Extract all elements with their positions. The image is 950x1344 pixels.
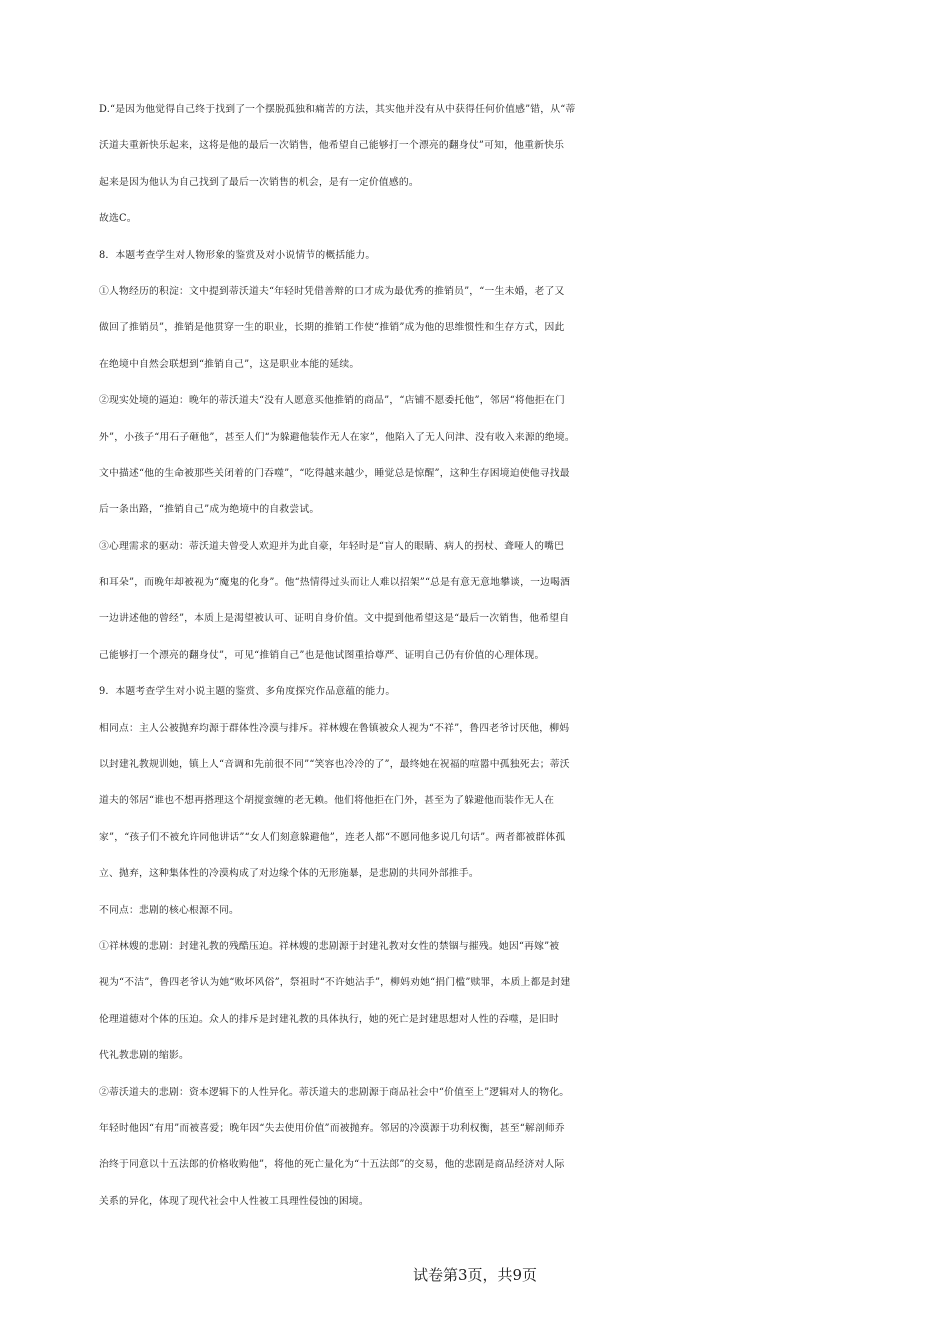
text-line: ③心理需求的驱动：蒂沃道夫曾受人欢迎并为此自豪，年轻时是“盲人的眼睛、病人的拐杖、聋哑人的嘴巴: [99, 540, 565, 552]
text-line: 以封建礼教规训她，镇上人“音调和先前很不同”“笑容也冷冷的了”，最终她在祝福的喧嚣中孤独死去；蒂沃: [99, 759, 570, 771]
text-line: 家”，“孩子们不被允许同他讲话”“女人们刻意躲避他”，连老人都“不愿同他多说几句话”。两者都被群体孤: [99, 831, 566, 843]
text-line: 年轻时他因“有用”而被喜爱；晚年因“失去使用价值”而被抛弃。邻居的冷漠源于功利权衡，甚至“解剖师乔: [99, 1122, 565, 1134]
text-line: 9．本题考查学生对小说主题的鉴赏、多角度探究作品意蕴的能力。: [99, 686, 396, 698]
text-line: 关系的异化，体现了现代社会中人性被工具理性侵蚀的困境。: [99, 1195, 369, 1207]
text-line: 做回了推销员”，推销是他贯穿一生的职业，长期的推销工作使“推销”成为他的思维惯性和生存方式，因此: [99, 322, 565, 334]
answer-text-body: [99, 92, 859, 1220]
text-line: 相同点：主人公被抛弃均源于群体性冷漠与排斥。祥林嫂在鲁镇被众人视为“不祥”，鲁四老爷讨厌他，柳妈: [99, 722, 570, 734]
text-line: 沃道夫重新快乐起来，这将是他的最后一次销售，他希望自己能够打一个漂亮的翻身仗”可知，他重新快乐: [99, 140, 565, 152]
text-line: 己能够打一个漂亮的翻身仗”，可见“推销自己”也是他试图重拾尊严、证明自己仍有价值的心理体现。: [99, 649, 545, 661]
text-line: 起来是因为他认为自己找到了最后一次销售的机会，是有一定价值感的。: [99, 176, 419, 188]
text-line: 8．本题考查学生对人物形象的鉴赏及对小说情节的概括能力。: [99, 249, 376, 261]
text-line: 在绝境中自然会联想到“推销自己”，这是职业本能的延续。: [99, 358, 360, 370]
text-line: 故选C。: [99, 213, 137, 225]
text-line: ②现实处境的逼迫：晚年的蒂沃道夫“没有人愿意买他推销的商品”，“店铺不愿委托他”，邻居“将他拒在门: [99, 395, 565, 407]
text-line: 不同点：悲剧的核心根源不同。: [99, 904, 239, 916]
text-line: ①人物经历的积淀：文中提到蒂沃道夫“年轻时凭借善辩的口才成为最优秀的推销员”，“一生未婚，老了又: [99, 285, 565, 297]
text-line: 外”，小孩子“用石子砸他”，甚至人们“为躲避他装作无人在家”，他陷入了无人问津、没有收入来源的绝境。: [99, 431, 575, 443]
text-line: 和耳朵”，而晚年却被视为“魔鬼的化身”。他“热情得过头而让人难以招架”“总是有意无意地攀谈，一边喝酒: [99, 577, 571, 589]
text-line: ①祥林嫂的悲剧：封建礼教的残酷压迫。祥林嫂的悲剧源于封建礼教对女性的禁锢与摧残。她因“再嫁”被: [99, 940, 560, 952]
text-line: ②蒂沃道夫的悲剧：资本逻辑下的人性异化。蒂沃道夫的悲剧源于商品社会中“价值至上”逻辑对人的物化。: [99, 1086, 570, 1098]
page-footer: 试卷第3页，共9页: [412, 1266, 538, 1284]
text-line: 代礼教悲剧的缩影。: [99, 1050, 189, 1062]
text-line: 治终于同意以十五法郎的价格收购他”，将他的死亡量化为“十五法郎”的交易，他的悲剧是商品经济对人际: [99, 1159, 565, 1171]
text-line: 道夫的邻居“谁也不想再搭理这个胡搅蛮缠的老无赖。他们将他拒在门外，甚至为了躲避他而装作无人在: [99, 795, 555, 807]
text-line: 后一条出路，“推销自己”成为绝境中的自救尝试。: [99, 504, 320, 516]
text-line: D.“是因为他觉得自己终于找到了一个摆脱孤独和痛苦的方法，其实他并没有从中获得任何价值感”错，从“蒂: [99, 104, 576, 115]
text-line: 文中描述“他的生命被那些关闭着的门吞噬”，“吃得越来越少，睡觉总是惊醒”，这种生存困境迫使他寻找最: [99, 467, 570, 479]
text-line: 立、抛弃，这种集体性的冷漠构成了对边缘个体的无形施暴，是悲剧的共同外部推手。: [99, 868, 479, 880]
text-line: 视为“不洁”，鲁四老爷认为她“败坏风俗”，祭祖时“不许她沾手”，柳妈劝她“捐门槛”赎罪，本质上都是封建: [99, 977, 571, 989]
text-line: 伦理道德对个体的压迫。众人的排斥是封建礼教的具体执行，她的死亡是封建思想对人性的吞噬，是旧时: [99, 1013, 559, 1025]
text-line: 一边讲述他的曾经”，本质上是渴望被认可、证明自身价值。文中提到他希望这是“最后一次销售，他希望自: [99, 613, 570, 625]
